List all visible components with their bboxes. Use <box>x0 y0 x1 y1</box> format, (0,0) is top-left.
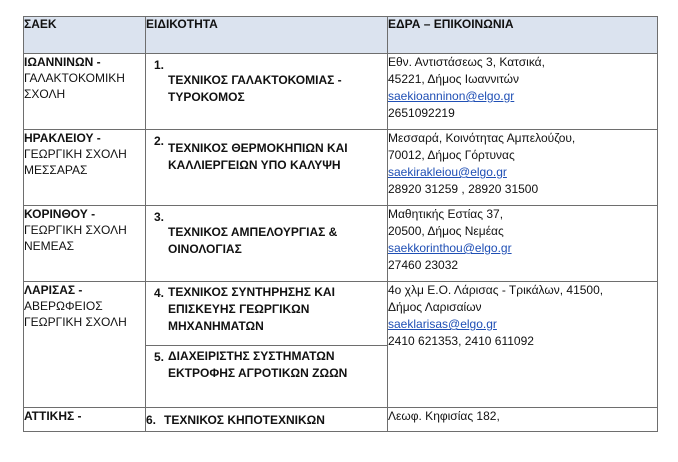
table-row <box>24 408 658 432</box>
table-row <box>24 282 658 346</box>
email-link[interactable]: saekioanninon@elgo.gr <box>388 89 515 103</box>
specialty-name: ΤΕΧΝΙΚΟΣ ΓΑΛΑΚΤΟΚΟΜΙΑΣ - ΤΥΡΟΚΟΜΟΣ <box>168 73 342 104</box>
saek-city: ΛΑΡΙΣΑΣ - <box>24 283 83 297</box>
specialty-name: ΔΙΑΧΕΙΡΙΣΤΗΣ ΣΥΣΤΗΜΑΤΩΝ ΕΚΤΡΟΦΗΣ ΑΓΡΟΤΙΚΩΝ ΖΩΩΝ <box>168 349 348 380</box>
specialty-cell <box>146 282 388 346</box>
saek-city: ΚΟΡΙΝΘΟΥ - <box>24 207 96 221</box>
saek-school: ΑΒΕΡΩΦΕΙΟΣ ΓΕΩΡΓΙΚΗ ΣΧΟΛΗ <box>24 299 127 329</box>
saek-school: ΓΑΛΑΚΤΟΚΟΜΙΚΗ ΣΧΟΛΗ <box>24 71 125 101</box>
table-row <box>24 206 658 282</box>
contact-cell <box>388 282 658 408</box>
saek-city: ΗΡΑΚΛΕΙΟΥ - <box>24 131 101 145</box>
specialty-number: 4. <box>154 286 165 300</box>
address-line: Μαθητικής Εστίας 37, <box>388 207 504 221</box>
saek-school: ΓΕΩΡΓΙΚΗ ΣΧΟΛΗ ΝΕΜΕΑΣ <box>24 223 127 253</box>
address-line: Εθν. Αντιστάσεως 3, Κατσικά, <box>388 55 545 69</box>
address-line: Δήμος Λαρισαίων <box>388 300 482 314</box>
specialty-number: 5. <box>154 350 165 364</box>
address-line: 70012, Δήμος Γόρτυνας <box>388 148 515 162</box>
phone-number: 28920 31259 , 28920 31500 <box>388 182 539 196</box>
specialty-cell <box>146 206 388 282</box>
contact-cell <box>388 408 658 432</box>
phone-number: 2410 621353, 2410 611092 <box>388 334 534 348</box>
specialty-number: 3. <box>154 210 165 224</box>
phone-number: 2651092219 <box>388 106 455 120</box>
specialty-name: ΤΕΧΝΙΚΟΣ ΑΜΠΕΛΟΥΡΓΙΑΣ & ΟΙΝΟΛΟΓΙΑΣ <box>168 225 338 256</box>
specialty-cell <box>146 54 388 130</box>
header-specialty: ΕΙΔΙΚΟΤΗΤΑ <box>146 17 388 54</box>
specialty-name: ΤΕΧΝΙΚΟΣ ΣΥΝΤΗΡΗΣΗΣ ΚΑΙ ΕΠΙΣΚΕΥΗΣ ΓΕΩΡΓΙΚΩΝ ΜΗΧΑΝΗΜΑΤΩΝ <box>168 285 335 333</box>
table-row <box>24 54 658 130</box>
saek-table <box>23 16 658 432</box>
specialty-cell <box>146 346 388 408</box>
address-line: 4ο χλμ Ε.Ο. Λάρισας - Τρικάλων, 41500, <box>388 283 604 297</box>
saek-cell <box>24 54 146 130</box>
email-link[interactable]: saekkorinthou@elgo.gr <box>388 241 512 255</box>
specialty-name: ΤΕΧΝΙΚΟΣ ΘΕΡΜΟΚΗΠΙΩΝ ΚΑΙ ΚΑΛΛΙΕΡΓΕΙΩΝ ΥΠΟ ΚΑΛΥΨΗ <box>168 141 348 172</box>
address-line: 45221, Δήμος Ιωαννιτών <box>388 72 520 86</box>
saek-city: ΑΤΤΙΚΗΣ - <box>24 409 82 423</box>
phone-number: 27460 23032 <box>388 258 459 272</box>
contact-cell <box>388 130 658 206</box>
header-saek: ΣΑΕΚ <box>24 17 146 54</box>
saek-cell <box>24 282 146 408</box>
contact-cell <box>388 206 658 282</box>
specialty-number: 1. <box>154 58 165 72</box>
specialty-name: ΤΕΧΝΙΚΟΣ ΚΗΠΟΤΕΧΝΙΚΩΝ <box>164 413 325 427</box>
saek-cell <box>24 130 146 206</box>
specialty-number: 2. <box>154 134 165 148</box>
address-line: Λεωφ. Κηφισίας 182, <box>388 409 500 423</box>
specialty-number: 6. <box>146 413 157 427</box>
saek-cell <box>24 206 146 282</box>
table-header-row <box>24 17 658 54</box>
saek-city: ΙΩΑΝΝΙΝΩΝ - <box>24 55 101 69</box>
header-location-contact: ΕΔΡΑ – ΕΠΙΚΟΙΝΩΝΙΑ <box>388 17 658 54</box>
specialty-cell <box>146 130 388 206</box>
saek-cell <box>24 408 146 432</box>
specialty-cell <box>146 408 388 432</box>
email-link[interactable]: saeklarisas@elgo.gr <box>388 317 497 331</box>
table-row <box>24 130 658 206</box>
saek-school: ΓΕΩΡΓΙΚΗ ΣΧΟΛΗ ΜΕΣΣΑΡΑΣ <box>24 147 127 177</box>
address-line: 20500, Δήμος Νεμέας <box>388 224 504 238</box>
email-link[interactable]: saekirakleiou@elgo.gr <box>388 165 507 179</box>
address-line: Μεσσαρά, Κοινότητας Αμπελούζου, <box>388 131 576 145</box>
contact-cell <box>388 54 658 130</box>
